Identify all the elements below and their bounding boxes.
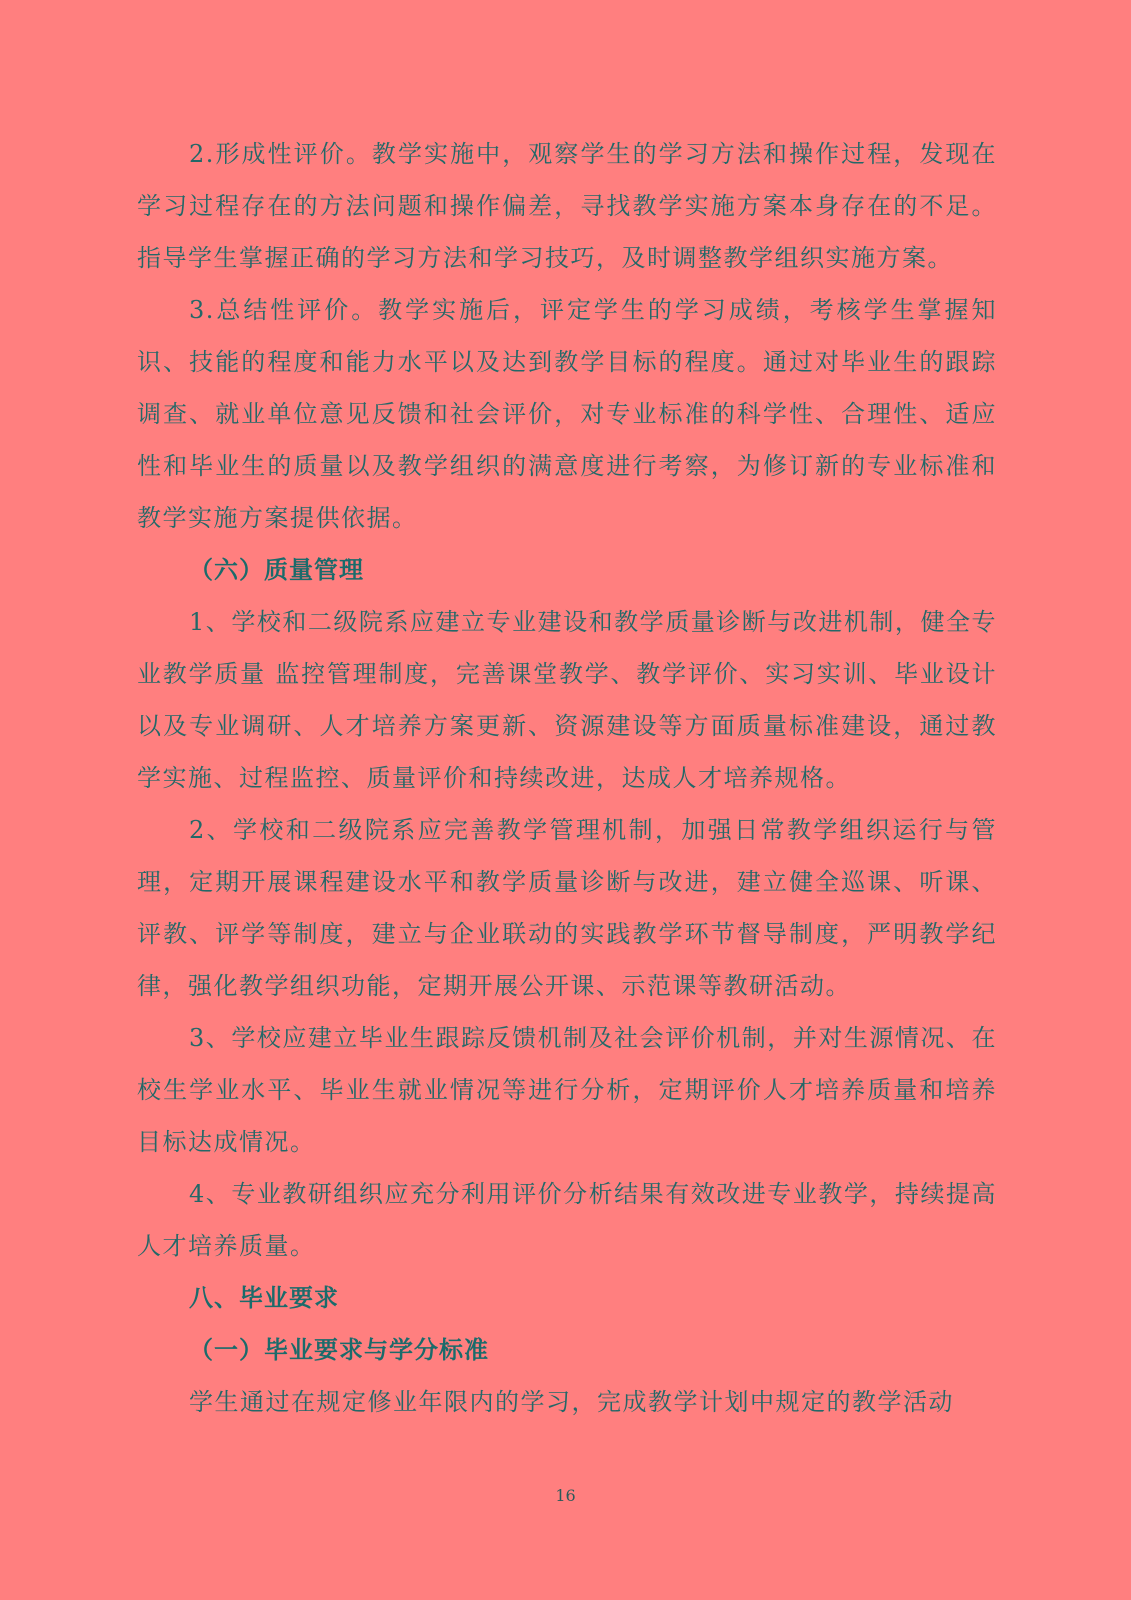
paragraph-quality-3: 3、学校应建立毕业生跟踪反馈机制及社会评价机制，并对生源情况、在校生学业水平、毕业生就业情况等进行分析，定期评价人才培养质量和培养目标达成情况。 [137,1024,997,1156]
paragraph-summative-evaluation: 3.总结性评价。教学实施后，评定学生的学习成绩，考核学生掌握知识、技能的程度和能力水平以及达到教学目标的程度。通过对毕业生的跟踪调查、就业单位意见反馈和社会评价，对专业标准的科学性、合理性、适应性和毕业生的质量以及教学组织的满意度进行考察，为修订新的专业标准和教学实施方案提供依据。 [137,296,997,532]
page-number: 16 [555,1486,576,1505]
section-heading-quality-management: （六）质量管理 [189,555,364,584]
paragraph-graduation-intro: 学生通过在规定修业年限内的学习，完成教学计划中规定的教学活动 [189,1388,954,1416]
subsection-heading-requirements-credits: （一）毕业要求与学分标准 [189,1335,489,1364]
paragraph-quality-4: 4、专业教研组织应充分利用评价分析结果有效改进专业教学，持续提高人才培养质量。 [137,1180,997,1260]
document-page [137,128,997,1428]
section-heading-graduation-requirements: 八、毕业要求 [189,1283,339,1312]
paragraph-quality-2: 2、学校和二级院系应完善教学管理机制，加强日常教学组织运行与管理，定期开展课程建设水平和教学质量诊断与改进，建立健全巡课、听课、评教、评学等制度，建立与企业联动的实践教学环节督导制度，严明教学纪律，强化教学组织功能，定期开展公开课、示范课等教研活动。 [137,816,997,1000]
paragraph-quality-1: 1、学校和二级院系应建立专业建设和教学质量诊断与改进机制，健全专业教学质量 监控管理制度，完善课堂教学、教学评价、实习实训、毕业设计以及专业调研、人才培养方案更新、资源建设等方面质量标准建设，通过教学实施、过程监控、质量评价和持续改进，达成人才培养规格。 [137,608,997,792]
paragraph-formative-evaluation: 2.形成性评价。教学实施中，观察学生的学习方法和操作过程，发现在学习过程存在的方法问题和操作偏差，寻找教学实施方案本身存在的不足。指导学生掌握正确的学习方法和学习技巧，及时调整教学组织实施方案。 [137,140,997,272]
